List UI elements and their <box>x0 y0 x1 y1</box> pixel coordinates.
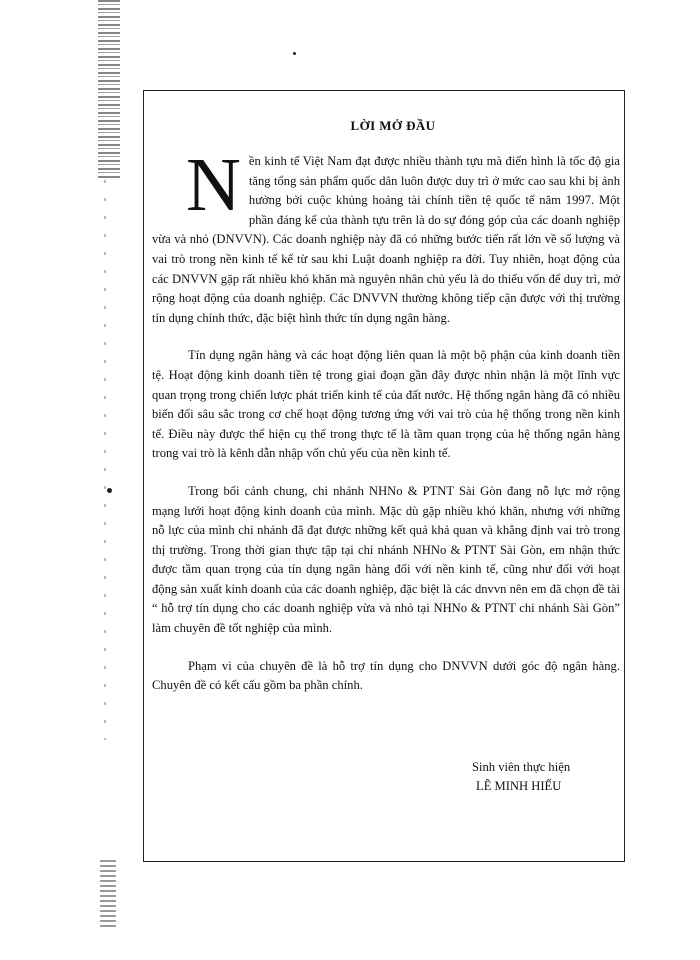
paragraph-1-text: ền kinh tế Việt Nam đạt được nhiều thành tựu mà điển hình là tốc độ gia tăng tổng sản phẩm quốc dân luôn được duy trì ở mức cao sau khi bị ảnh hưởng bởi cuộc khủng hoảng tài chính tiền tệ quốc tế năm 1997. Một phần đáng kể của thành tựu trên là do sự đóng góp của các doanh nghiệp vừa và nhỏ (DNVVN). Các doanh nghiệp này đã có những bước tiến rất lớn về số lượng và vai trò trong nền kinh tế kể từ sau khi Luật doanh nghiệp ra đời. Tuy nhiên, hoạt động của các DNVVN gặp rất nhiều khó khăn mà nguyên nhân chủ yếu là do thiếu vốn để duy trì, mở rộng hoạt động của doanh nghiệp. Các DNVVN thường không tiếp cận được với thị trường tín dụng chính thức, đặc biệt hình thức tín dụng ngân hàng. <box>152 154 620 325</box>
signature-block <box>472 758 622 796</box>
signature-role: Sinh viên thực hiện <box>472 760 571 774</box>
scan-noise-middle <box>104 180 106 740</box>
signature-name: LÊ MINH HIẾU <box>476 779 562 793</box>
document-title: LỜI MỞ ĐẦU <box>350 118 436 133</box>
paragraph-4: Phạm vi của chuyên đề là hỗ trợ tín dụng cho DNVVN dưới góc độ ngân hàng. Chuyên đề có kết cấu gồm ba phần chính. <box>152 658 620 693</box>
scan-noise-bottom <box>100 860 116 930</box>
paragraph-2: Tín dụng ngân hàng và các hoạt động liên quan là một bộ phận của kinh doanh tiền tệ. Hoạt động kinh doanh tiền tệ trong giai đoạn gần đây được nhìn nhận là một lĩnh vực quan trọng trong chiến lược phát triển kinh tế của đất nước. Hệ thống ngân hàng đã có nhiều biến đổi sâu sắc trong cơ chế hoạt động tương ứng với vai trò của hệ thống trong nền kinh tế. Điều này được thể hiện cụ thể trong thực tế là tầm quan trọng của hệ thống ngân hàng trong vai trò là kênh dẫn nhập vốn chủ yếu của nền kinh tế. <box>152 348 620 461</box>
scan-speck <box>107 488 112 493</box>
paragraph-1 <box>152 143 620 328</box>
scan-speck <box>293 52 296 55</box>
paragraph-3: Trong bối cảnh chung, chi nhánh NHNo & PTNT Sài Gòn đang nỗ lực mở rộng mạng lưới hoạt động kinh doanh của mình. Mặc dù gặp nhiều khó khăn, nhưng với những nỗ lực của mình chi nhánh đã đạt được những kết quả khả quan và khẳng định vai trò trong thị trường. Trong thời gian thực tập tại chi nhánh NHNo & PTNT Sài Gòn, em nhận thức được tầm quan trọng của tín dụng ngân hàng đối với nền kinh tế, cũng như đối với hoạt động sản xuất kinh doanh của các doanh nghiệp, đặc biệt là các dnvvn nên em đã chọn đề tài “ hỗ trợ tín dụng cho các doanh nghiệp vừa và nhỏ tại NHNo & PTNT chi nhánh Sài Gòn” làm chuyên đề tốt nghiệp của mình. <box>152 483 620 636</box>
drop-cap: N <box>186 143 241 227</box>
scan-noise-top <box>98 0 120 180</box>
scan-edge-artifact <box>98 0 122 960</box>
document-body <box>152 118 620 696</box>
